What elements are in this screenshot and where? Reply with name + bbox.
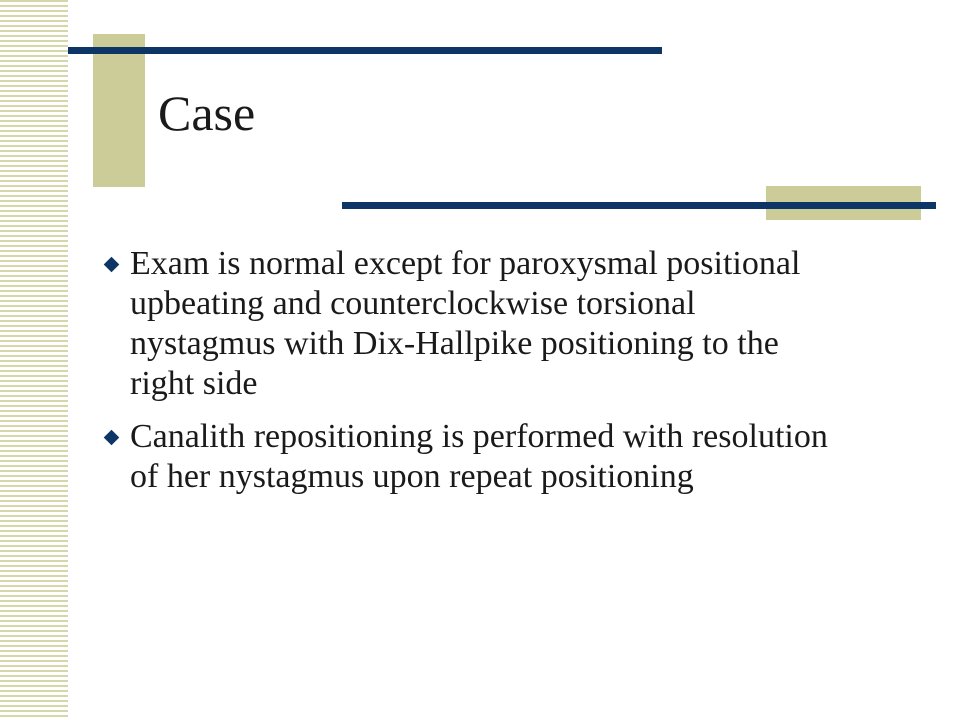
diamond-bullet-icon [104,430,120,446]
left-stripe-decoration [0,0,68,720]
title-rule [68,47,662,54]
slide-title: Case [158,85,256,141]
bullet-text: Exam is normal except for paroxysmal positional upbeating and counterclockwise torsional nystagmus with Dix-Hallpike positioning to the right side [130,245,801,402]
body-rule [342,202,936,209]
title-accent-block [93,34,145,187]
bullet-item [100,244,840,404]
diamond-bullet-icon [104,257,120,273]
bullet-list [100,244,840,510]
bullet-text: Canalith repositioning is performed with resolution of her nystagmus upon repeat positioning [130,418,828,495]
bullet-item [100,417,840,497]
